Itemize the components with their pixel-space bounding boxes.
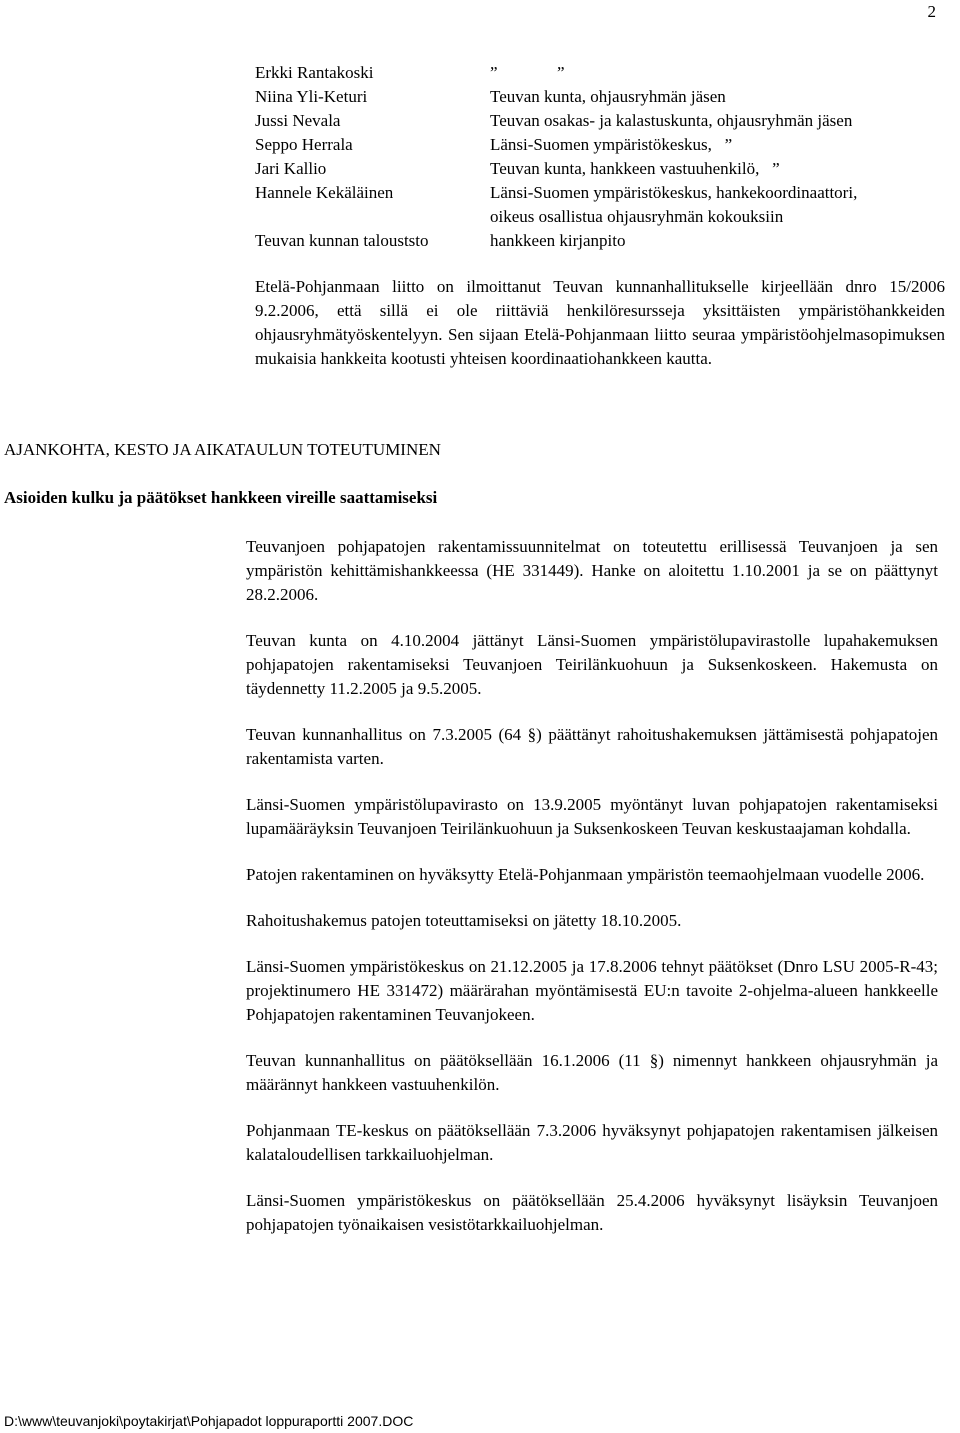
member-row [255, 133, 945, 157]
page-number: 2 [927, 2, 936, 21]
intro-paragraph: Etelä-Pohjanmaan liitto on ilmoittanut Teuvan kunnanhallitukselle kirjeellään dnro 15/2006 9.2.2006, että sillä ei ole riittäviä henkilöresursseja yksittäisten ympäristöhankkeiden ohjausryhmätyöskentelyyn. Sen sijaan Etelä-Pohjanmaan liitto seuraa ympäristöohjelmasopimuksen mukaisia hankkeita kootusti yhteisen koordinaatiohankkeen kautta. [255, 277, 945, 368]
event-paragraph: Länsi-Suomen ympäristökeskus on 21.12.2005 ja 17.8.2006 tehnyt päätökset (Dnro LSU 2005-R-43; projektinumero HE 331472) määrärahan myöntämisestä EU:n tavoite 2-ohjelma-alueen hankkeelle Pohjapatojen rakentaminen Teuvanjokeen. [246, 957, 938, 1024]
member-row [255, 181, 945, 205]
member-role: Teuvan kunta, hankkeen vastuuhenkilö, ” [490, 159, 780, 178]
member-row [255, 157, 945, 181]
event-paragraph: Rahoitushakemus patojen toteuttamiseksi on jätetty 18.10.2005. [246, 911, 682, 930]
member-role: ” ” [490, 63, 565, 82]
event-paragraph: Teuvan kunnanhallitus on 7.3.2005 (64 §) päättänyt rahoitushakemuksen jättämisestä pohjapatojen rakentamista varten. [246, 725, 938, 768]
member-role: hankkeen kirjanpito [490, 231, 626, 250]
member-name: Niina Yli-Keturi [255, 87, 368, 106]
event-paragraph: Patojen rakentaminen on hyväksytty Etelä-Pohjanmaan ympäristön teemaohjelmaan vuodelle 2006. [246, 865, 925, 884]
member-name: Seppo Herrala [255, 135, 353, 154]
member-row [255, 205, 945, 229]
event-paragraph: Teuvan kunta on 4.10.2004 jättänyt Länsi-Suomen ympäristölupavirastolle lupahakemuksen pohjapatojen rakentamiseksi Teuvanjoen Teirilänkuohuun ja Suksenkoskeen. Hakemusta on täydennetty 11.2.2005 ja 9.5.2005. [246, 631, 938, 698]
member-row [255, 61, 945, 85]
event-paragraph: Länsi-Suomen ympäristökeskus on päätöksellään 25.4.2006 hyväksynyt lisäyksin Teuvanjoen pohjapatojen työnaikaisen vesistötarkkailuohjelman. [246, 1191, 938, 1234]
member-name: Jari Kallio [255, 159, 327, 178]
member-name: Jussi Nevala [255, 111, 341, 130]
member-role: oikeus osallistua ohjausryhmän kokouksiin [490, 207, 784, 226]
event-paragraph: Teuvan kunnanhallitus on päätöksellään 16.1.2006 (11 §) nimennyt hankkeen ohjausryhmän ja määrännyt hankkeen vastuuhenkilön. [246, 1051, 938, 1094]
member-name: Teuvan kunnan talouststo [255, 231, 429, 250]
member-name: Hannele Kekäläinen [255, 183, 394, 202]
member-row [255, 109, 945, 133]
section-heading: AJANKOHTA, KESTO JA AIKATAULUN TOTEUTUMINEN [4, 440, 441, 459]
event-paragraph: Länsi-Suomen ympäristölupavirasto on 13.9.2005 myöntänyt luvan pohjapatojen rakentamiseksi lupamääräyksin Teuvanjoen Teirilänkuohuun ja Suksenkoskeen Teuvan keskustaajaman kohdalla. [246, 795, 938, 838]
member-role: Länsi-Suomen ympäristökeskus, ” [490, 135, 733, 154]
steering-group-member-list [255, 61, 945, 253]
member-role: Länsi-Suomen ympäristökeskus, hankekoordinaattori, [490, 183, 858, 202]
member-role: Teuvan kunta, ohjausryhmän jäsen [490, 87, 726, 106]
member-row [255, 85, 945, 109]
member-name: Erkki Rantakoski [255, 63, 374, 82]
member-role: Teuvan osakas- ja kalastuskunta, ohjausryhmän jäsen [490, 111, 853, 130]
subsection-heading: Asioiden kulku ja päätökset hankkeen vireille saattamiseksi [4, 488, 438, 507]
event-paragraph: Pohjanmaan TE-keskus on päätöksellään 7.3.2006 hyväksynyt pohjapatojen rakentamisen jälkeisen kalataloudellisen tarkkailuohjelman. [246, 1121, 938, 1164]
event-paragraph: Teuvanjoen pohjapatojen rakentamissuunnitelmat on toteutettu erillisessä Teuvanjoen ja sen ympäristön kehittämishankkeessa (HE 331449). Hanke on aloitettu 1.10.2001 ja se on päättynyt 28.2.2006. [246, 537, 938, 604]
footer-file-path: D:\www\teuvanjoki\poytakirjat\Pohjapadot loppuraportti 2007.DOC [4, 1413, 414, 1429]
member-row [255, 229, 945, 253]
event-list [246, 535, 938, 1259]
